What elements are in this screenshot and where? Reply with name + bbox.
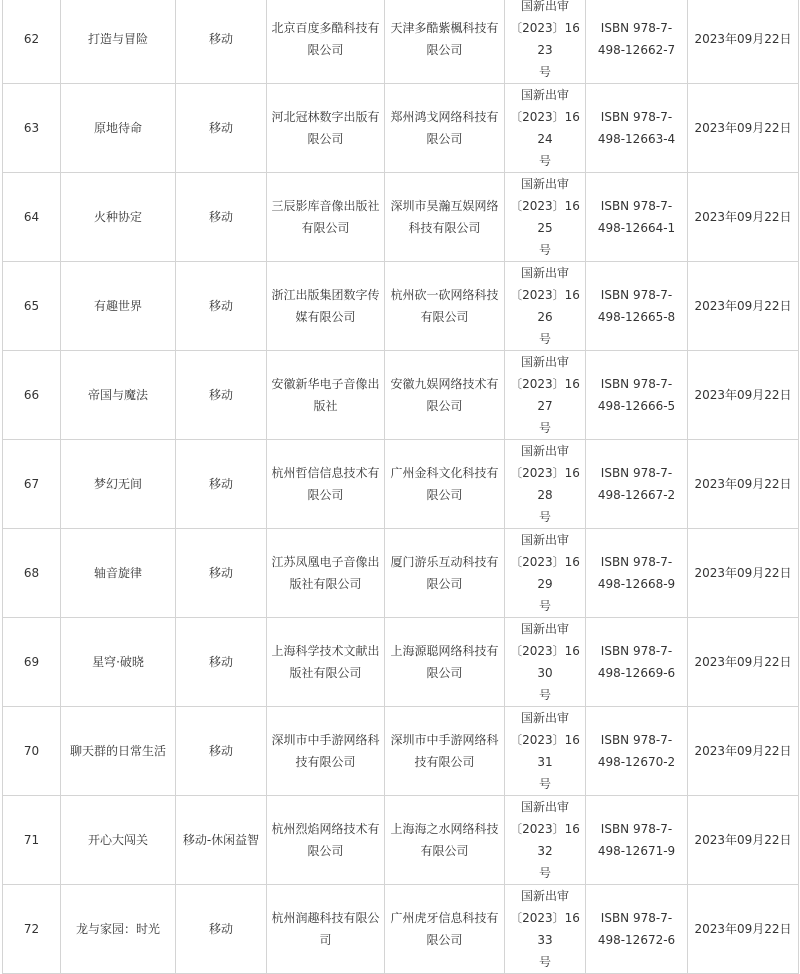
game-name-cell xyxy=(61,0,176,84)
game-approval-table xyxy=(2,0,799,974)
publisher: 浙江出版集团数字传媒有限公司 xyxy=(271,288,380,324)
row-number: 62 xyxy=(23,32,40,46)
approval-number-line: 号 xyxy=(538,599,551,613)
table-row xyxy=(3,0,799,84)
game-type: 移动 xyxy=(208,922,233,936)
table-row xyxy=(3,440,799,529)
game-type: 移动 xyxy=(208,299,233,313)
game-type: 移动 xyxy=(208,566,233,580)
game-name-cell xyxy=(61,84,176,173)
approval-number-cell xyxy=(505,84,586,173)
publisher-cell xyxy=(267,84,385,173)
isbn-line: 498-12671-9 xyxy=(597,844,676,858)
game-name: 龙与家园：时光 xyxy=(75,922,160,936)
row-number: 63 xyxy=(23,121,40,135)
table-row xyxy=(3,351,799,440)
row-number: 64 xyxy=(23,210,40,224)
row-number: 67 xyxy=(23,477,40,491)
isbn-line: 498-12665-8 xyxy=(597,310,676,324)
approval-number-cell xyxy=(505,440,586,529)
publisher-cell xyxy=(267,262,385,351)
approval-number-line: 〔2023〕1633 xyxy=(510,911,580,947)
isbn-line: ISBN 978-7- xyxy=(600,199,673,213)
isbn-line: ISBN 978-7- xyxy=(600,555,673,569)
isbn-cell xyxy=(586,529,688,618)
approval-number-line: 国新出审 xyxy=(520,266,569,280)
approval-number-line: 号 xyxy=(538,332,551,346)
approval-number-line: 国新出审 xyxy=(520,622,569,636)
table-row xyxy=(3,262,799,351)
isbn-line: 498-12666-5 xyxy=(597,399,676,413)
game-name: 梦幻无间 xyxy=(93,477,142,491)
publisher: 杭州润趣科技有限公司 xyxy=(271,911,380,947)
approval-date: 2023年09月22日 xyxy=(694,922,792,936)
approval-number-line: 国新出审 xyxy=(520,800,569,814)
approval-date-cell xyxy=(688,529,799,618)
operator: 杭州砍一砍网络科技有限公司 xyxy=(390,288,499,324)
approval-date: 2023年09月22日 xyxy=(694,388,792,402)
table-row xyxy=(3,84,799,173)
game-name-cell xyxy=(61,262,176,351)
game-type-cell xyxy=(176,351,267,440)
row-number: 71 xyxy=(23,833,40,847)
isbn-line: 498-12669-6 xyxy=(597,666,676,680)
isbn-line: 498-12670-2 xyxy=(597,755,676,769)
game-type-cell xyxy=(176,529,267,618)
isbn-cell xyxy=(586,796,688,885)
game-type-cell xyxy=(176,84,267,173)
isbn-cell xyxy=(586,262,688,351)
table-row xyxy=(3,529,799,618)
row-number-cell xyxy=(3,885,61,974)
table-row xyxy=(3,707,799,796)
approval-number-line: 〔2023〕1629 xyxy=(510,555,580,591)
operator-cell xyxy=(385,84,505,173)
isbn-line: ISBN 978-7- xyxy=(600,911,673,925)
game-name-cell xyxy=(61,440,176,529)
isbn-cell xyxy=(586,84,688,173)
approval-number-line: 国新出审 xyxy=(520,0,569,13)
approval-number-line: 号 xyxy=(538,688,551,702)
approval-number-line: 号 xyxy=(538,777,551,791)
approval-number-line: 〔2023〕1626 xyxy=(510,288,580,324)
isbn-line: 498-12664-1 xyxy=(597,221,676,235)
approval-date-cell xyxy=(688,440,799,529)
game-name-cell xyxy=(61,618,176,707)
operator: 郑州鸿戈网络科技有限公司 xyxy=(390,110,499,146)
row-number-cell xyxy=(3,618,61,707)
operator-cell xyxy=(385,796,505,885)
game-type-cell xyxy=(176,796,267,885)
approval-number-cell xyxy=(505,707,586,796)
approval-date: 2023年09月22日 xyxy=(694,477,792,491)
game-type-cell xyxy=(176,707,267,796)
approval-number-line: 国新出审 xyxy=(520,88,569,102)
game-type: 移动 xyxy=(208,388,233,402)
row-number: 68 xyxy=(23,566,40,580)
game-type-cell xyxy=(176,618,267,707)
approval-number-cell xyxy=(505,262,586,351)
row-number: 66 xyxy=(23,388,40,402)
publisher: 杭州哲信信息技术有限公司 xyxy=(271,466,380,502)
approval-date-cell xyxy=(688,84,799,173)
operator-cell xyxy=(385,351,505,440)
operator: 厦门游乐互动科技有限公司 xyxy=(390,555,499,591)
table-row xyxy=(3,885,799,974)
approval-number-line: 号 xyxy=(538,154,551,168)
publisher-cell xyxy=(267,351,385,440)
approval-number-line: 号 xyxy=(538,65,551,79)
table-body xyxy=(3,0,799,974)
publisher: 河北冠林数字出版有限公司 xyxy=(271,110,380,146)
operator: 天津多酷紫楓科技有限公司 xyxy=(390,21,499,57)
approval-number-line: 号 xyxy=(538,866,551,880)
publisher: 北京百度多酷科技有限公司 xyxy=(271,21,380,57)
isbn-line: 498-12672-6 xyxy=(597,933,676,947)
approval-number-line: 国新出审 xyxy=(520,444,569,458)
isbn-cell xyxy=(586,0,688,84)
operator-cell xyxy=(385,885,505,974)
row-number-cell xyxy=(3,84,61,173)
approval-number-line: 〔2023〕1624 xyxy=(510,110,580,146)
approval-number-line: 〔2023〕1627 xyxy=(510,377,580,413)
isbn-line: ISBN 978-7- xyxy=(600,733,673,747)
isbn-line: ISBN 978-7- xyxy=(600,644,673,658)
game-name-cell xyxy=(61,796,176,885)
approval-number-line: 国新出审 xyxy=(520,177,569,191)
game-type-cell xyxy=(176,885,267,974)
table-row xyxy=(3,796,799,885)
game-name: 打造与冒险 xyxy=(87,32,148,46)
operator: 深圳市昊瀚互娱网络科技有限公司 xyxy=(390,199,499,235)
isbn-line: ISBN 978-7- xyxy=(600,110,673,124)
publisher-cell xyxy=(267,618,385,707)
isbn-line: ISBN 978-7- xyxy=(600,21,673,35)
approval-date-cell xyxy=(688,0,799,84)
approval-date: 2023年09月22日 xyxy=(694,566,792,580)
approval-number-line: 号 xyxy=(538,955,551,969)
approval-number-cell xyxy=(505,173,586,262)
publisher: 杭州烈焰网络技术有限公司 xyxy=(271,822,380,858)
game-type: 移动 xyxy=(208,744,233,758)
isbn-line: ISBN 978-7- xyxy=(600,466,673,480)
approval-number-line: 〔2023〕1625 xyxy=(510,199,580,235)
game-type: 移动 xyxy=(208,121,233,135)
operator-cell xyxy=(385,0,505,84)
publisher-cell xyxy=(267,885,385,974)
operator-cell xyxy=(385,173,505,262)
approval-date: 2023年09月22日 xyxy=(694,744,792,758)
isbn-line: 498-12668-9 xyxy=(597,577,676,591)
game-name: 火种协定 xyxy=(93,210,142,224)
game-type-cell xyxy=(176,173,267,262)
table-row xyxy=(3,173,799,262)
operator: 安徽九娱网络技术有限公司 xyxy=(390,377,499,413)
publisher-cell xyxy=(267,707,385,796)
approval-number-cell xyxy=(505,885,586,974)
operator: 上海源聪网络科技有限公司 xyxy=(390,644,499,680)
game-name-cell xyxy=(61,173,176,262)
approval-date-cell xyxy=(688,618,799,707)
isbn-cell xyxy=(586,885,688,974)
approval-number-line: 国新出审 xyxy=(520,711,569,725)
game-type: 移动 xyxy=(208,210,233,224)
publisher: 江苏凤凰电子音像出版社有限公司 xyxy=(271,555,380,591)
isbn-line: 498-12663-4 xyxy=(597,132,676,146)
isbn-line: ISBN 978-7- xyxy=(600,377,673,391)
publisher: 三辰影库音像出版社有限公司 xyxy=(271,199,380,235)
approval-number-line: 国新出审 xyxy=(520,533,569,547)
approval-date-cell xyxy=(688,262,799,351)
row-number-cell xyxy=(3,796,61,885)
approval-number-line: 号 xyxy=(538,510,551,524)
game-name: 轴音旋律 xyxy=(93,566,142,580)
row-number: 65 xyxy=(23,299,40,313)
game-type: 移动 xyxy=(208,477,233,491)
approval-number-line: 号 xyxy=(538,243,551,257)
operator: 深圳市中手游网络科技有限公司 xyxy=(390,733,499,769)
operator-cell xyxy=(385,529,505,618)
approval-date: 2023年09月22日 xyxy=(694,299,792,313)
row-number: 70 xyxy=(23,744,40,758)
row-number-cell xyxy=(3,173,61,262)
approval-number-line: 〔2023〕1623 xyxy=(510,21,580,57)
approval-number-cell xyxy=(505,0,586,84)
approval-date: 2023年09月22日 xyxy=(694,655,792,669)
game-name-cell xyxy=(61,529,176,618)
approval-date-cell xyxy=(688,707,799,796)
game-type: 移动 xyxy=(208,32,233,46)
approval-date: 2023年09月22日 xyxy=(694,210,792,224)
game-name: 开心大闯关 xyxy=(87,833,148,847)
isbn-line: ISBN 978-7- xyxy=(600,288,673,302)
game-type: 移动 xyxy=(208,655,233,669)
approval-number-line: 国新出审 xyxy=(520,889,569,903)
isbn-line: 498-12667-2 xyxy=(597,488,676,502)
publisher: 深圳市中手游网络科技有限公司 xyxy=(271,733,380,769)
approval-number-line: 号 xyxy=(538,421,551,435)
operator-cell xyxy=(385,440,505,529)
operator-cell xyxy=(385,262,505,351)
row-number: 69 xyxy=(23,655,40,669)
game-type-cell xyxy=(176,0,267,84)
isbn-line: ISBN 978-7- xyxy=(600,822,673,836)
isbn-cell xyxy=(586,707,688,796)
game-type-cell xyxy=(176,440,267,529)
row-number-cell xyxy=(3,707,61,796)
approval-number-line: 〔2023〕1632 xyxy=(510,822,580,858)
publisher-cell xyxy=(267,440,385,529)
publisher-cell xyxy=(267,529,385,618)
approval-date: 2023年09月22日 xyxy=(694,833,792,847)
game-name: 原地待命 xyxy=(93,121,142,135)
approval-date: 2023年09月22日 xyxy=(694,32,792,46)
approval-date-cell xyxy=(688,885,799,974)
row-number-cell xyxy=(3,351,61,440)
isbn-cell xyxy=(586,618,688,707)
game-name: 聊天群的日常生活 xyxy=(69,744,166,758)
row-number-cell xyxy=(3,529,61,618)
game-name: 星穹·破晓 xyxy=(92,655,144,669)
approval-number-cell xyxy=(505,618,586,707)
game-type: 移动-休闲益智 xyxy=(182,833,260,847)
isbn-cell xyxy=(586,440,688,529)
operator: 上海海之水网络科技有限公司 xyxy=(390,822,499,858)
approval-date-cell xyxy=(688,351,799,440)
publisher: 上海科学技术文献出版社有限公司 xyxy=(271,644,380,680)
approval-date-cell xyxy=(688,796,799,885)
approval-number-line: 〔2023〕1630 xyxy=(510,644,580,680)
row-number-cell xyxy=(3,440,61,529)
game-type-cell xyxy=(176,262,267,351)
operator-cell xyxy=(385,618,505,707)
operator: 广州金科文化科技有限公司 xyxy=(390,466,499,502)
approval-number-line: 国新出审 xyxy=(520,355,569,369)
isbn-line: 498-12662-7 xyxy=(597,43,676,57)
game-name: 帝国与魔法 xyxy=(87,388,148,402)
approval-number-line: 〔2023〕1631 xyxy=(510,733,580,769)
table-row xyxy=(3,618,799,707)
publisher-cell xyxy=(267,173,385,262)
game-name-cell xyxy=(61,707,176,796)
game-name-cell xyxy=(61,351,176,440)
operator: 广州虎牙信息科技有限公司 xyxy=(390,911,499,947)
approval-number-line: 〔2023〕1628 xyxy=(510,466,580,502)
approval-number-cell xyxy=(505,351,586,440)
approval-number-cell xyxy=(505,796,586,885)
isbn-cell xyxy=(586,173,688,262)
game-name: 有趣世界 xyxy=(93,299,142,313)
row-number-cell xyxy=(3,0,61,84)
approval-date: 2023年09月22日 xyxy=(694,121,792,135)
operator-cell xyxy=(385,707,505,796)
publisher-cell xyxy=(267,0,385,84)
publisher-cell xyxy=(267,796,385,885)
game-name-cell xyxy=(61,885,176,974)
isbn-cell xyxy=(586,351,688,440)
row-number-cell xyxy=(3,262,61,351)
approval-number-cell xyxy=(505,529,586,618)
publisher: 安徽新华电子音像出版社 xyxy=(271,377,380,413)
row-number: 72 xyxy=(23,922,40,936)
approval-date-cell xyxy=(688,173,799,262)
